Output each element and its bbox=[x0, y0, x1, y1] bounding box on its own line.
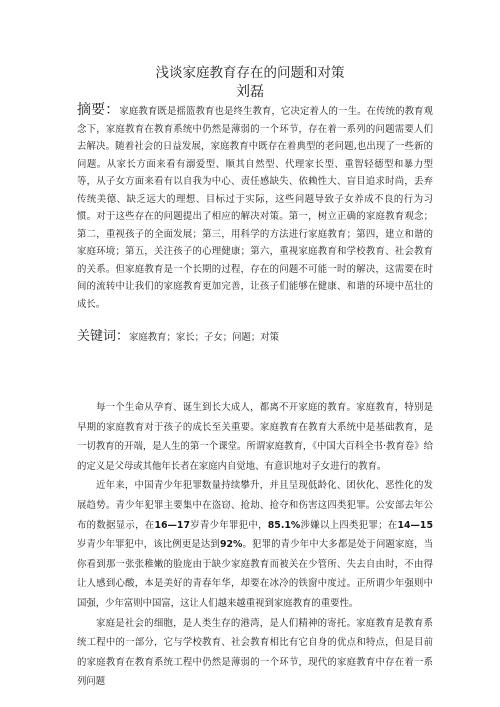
stat-92-percent: 92% bbox=[219, 539, 243, 551]
paragraph-2-part-c: 岁青少年罪犯中， bbox=[189, 519, 268, 531]
paragraph-2-part-a: 近年来，中国青少年犯罪数量持续攀升，并且呈现低龄化、团伙化、恶性化的发展趋势。青少年犯罪主要集中在盗窃、抢劫、抢夺和伤害这四类犯罪。公安部去年公布的数据显示，在 bbox=[77, 480, 433, 531]
paragraph-2-part-d: 涉嫌以上四类犯罪；在 bbox=[300, 519, 398, 531]
paragraph-2 bbox=[77, 476, 433, 613]
abstract-block bbox=[77, 102, 433, 313]
stat-age-16-17: 16—17 bbox=[154, 519, 190, 531]
paper-title: 浅谈家庭教育存在的问题和对策 bbox=[155, 65, 345, 81]
body-text bbox=[77, 398, 433, 692]
paragraph-1: 每一个生命从孕育、诞生到长大成人，都离不开家庭的教育。家庭教育，特别是早期的家庭教育对于孩子的成长至关重要。家庭教育在教育大系统中是基础教育，是一切教育的开端，是人生的第一个课堂。所谓家庭教育，《中国大百科全书·教育卷》给的定义是父母或其他年长者在家庭内自觉地、有意识地对子女进行的教育。 bbox=[77, 402, 433, 472]
stat-age-14-15: 14—15 bbox=[397, 519, 433, 531]
paragraph-2-part-e: 岁青少年罪犯中，该比例更是达到 bbox=[77, 539, 220, 551]
keywords-text: 家庭教育；家长；子女；问题；对策 bbox=[129, 332, 280, 343]
author-name: 刘磊 bbox=[236, 84, 264, 100]
abstract-label: 摘要： bbox=[77, 102, 120, 118]
keywords-block bbox=[77, 328, 433, 347]
stat-85-percent: 85.1% bbox=[267, 519, 301, 531]
paragraph-2-part-f: 。犯罪的青少年中大多都是处于问题家庭，当你看到那一张张稚嫩的脸庞由于缺少家庭教育而被关在少管所、失去自由时，不由得让人感到心酸，本是美好的青春年华，却要在冰冷的铁窗中度过。正所谓少年强则中国强，少年富则中国富，这让人们越来越重视到家庭教育的重要性。 bbox=[77, 539, 433, 609]
abstract-text: 家庭教育既是摇篮教育也是终生教育，它决定着人的一生。在传统的教育观念下，家庭教育在教育系统中仍然是薄弱的一个环节，存在着一系列的问题需要人们去解决。随着社会的日益发展，家庭教育中既存在着典型的老问题,也出现了一些新的问题。从家长方面来看有溺爱型、顺其自然型、代理家长型、重智轻德型和暴力型等，从子女方面来看有以自我为中心、责任感缺失、依赖性大、盲目追求时尚，丢弃传统美德、缺乏远大的理想、目标过于实际，这些问题导致子女养成不良的行为习惯。对于这些存在的问题提出了相应的解决对策。第一，树立正确的家庭教育观念；第二，重视孩子的全面发展；第三，用科学的方法进行家庭教育；第四，建立和谐的家庭环境；第五，关注孩子的心理健康；第六，重视家庭教育和学校教育、社会教育的关系。但家庭教育是一个长期的过程，存在的问题不可能一时的解决，这需要在时间的流转中让我们的家庭教育更加完善，让孩子们能够在健康、和谐的环境中茁壮的成长。 bbox=[77, 106, 433, 310]
keywords-label: 关键词： bbox=[77, 329, 130, 344]
paragraph-3: 家庭是社会的细胞，是人类生存的港湾，是人们精神的寄托。家庭教育是教育系统工程中的一部分，它与学校教育、社会教育相比有它自身的优点和特点，但是目前的家庭教育在教育系统工程中仍然是薄弱的一个环节，现代的家庭教育中存在着一系列问题 bbox=[77, 617, 433, 688]
